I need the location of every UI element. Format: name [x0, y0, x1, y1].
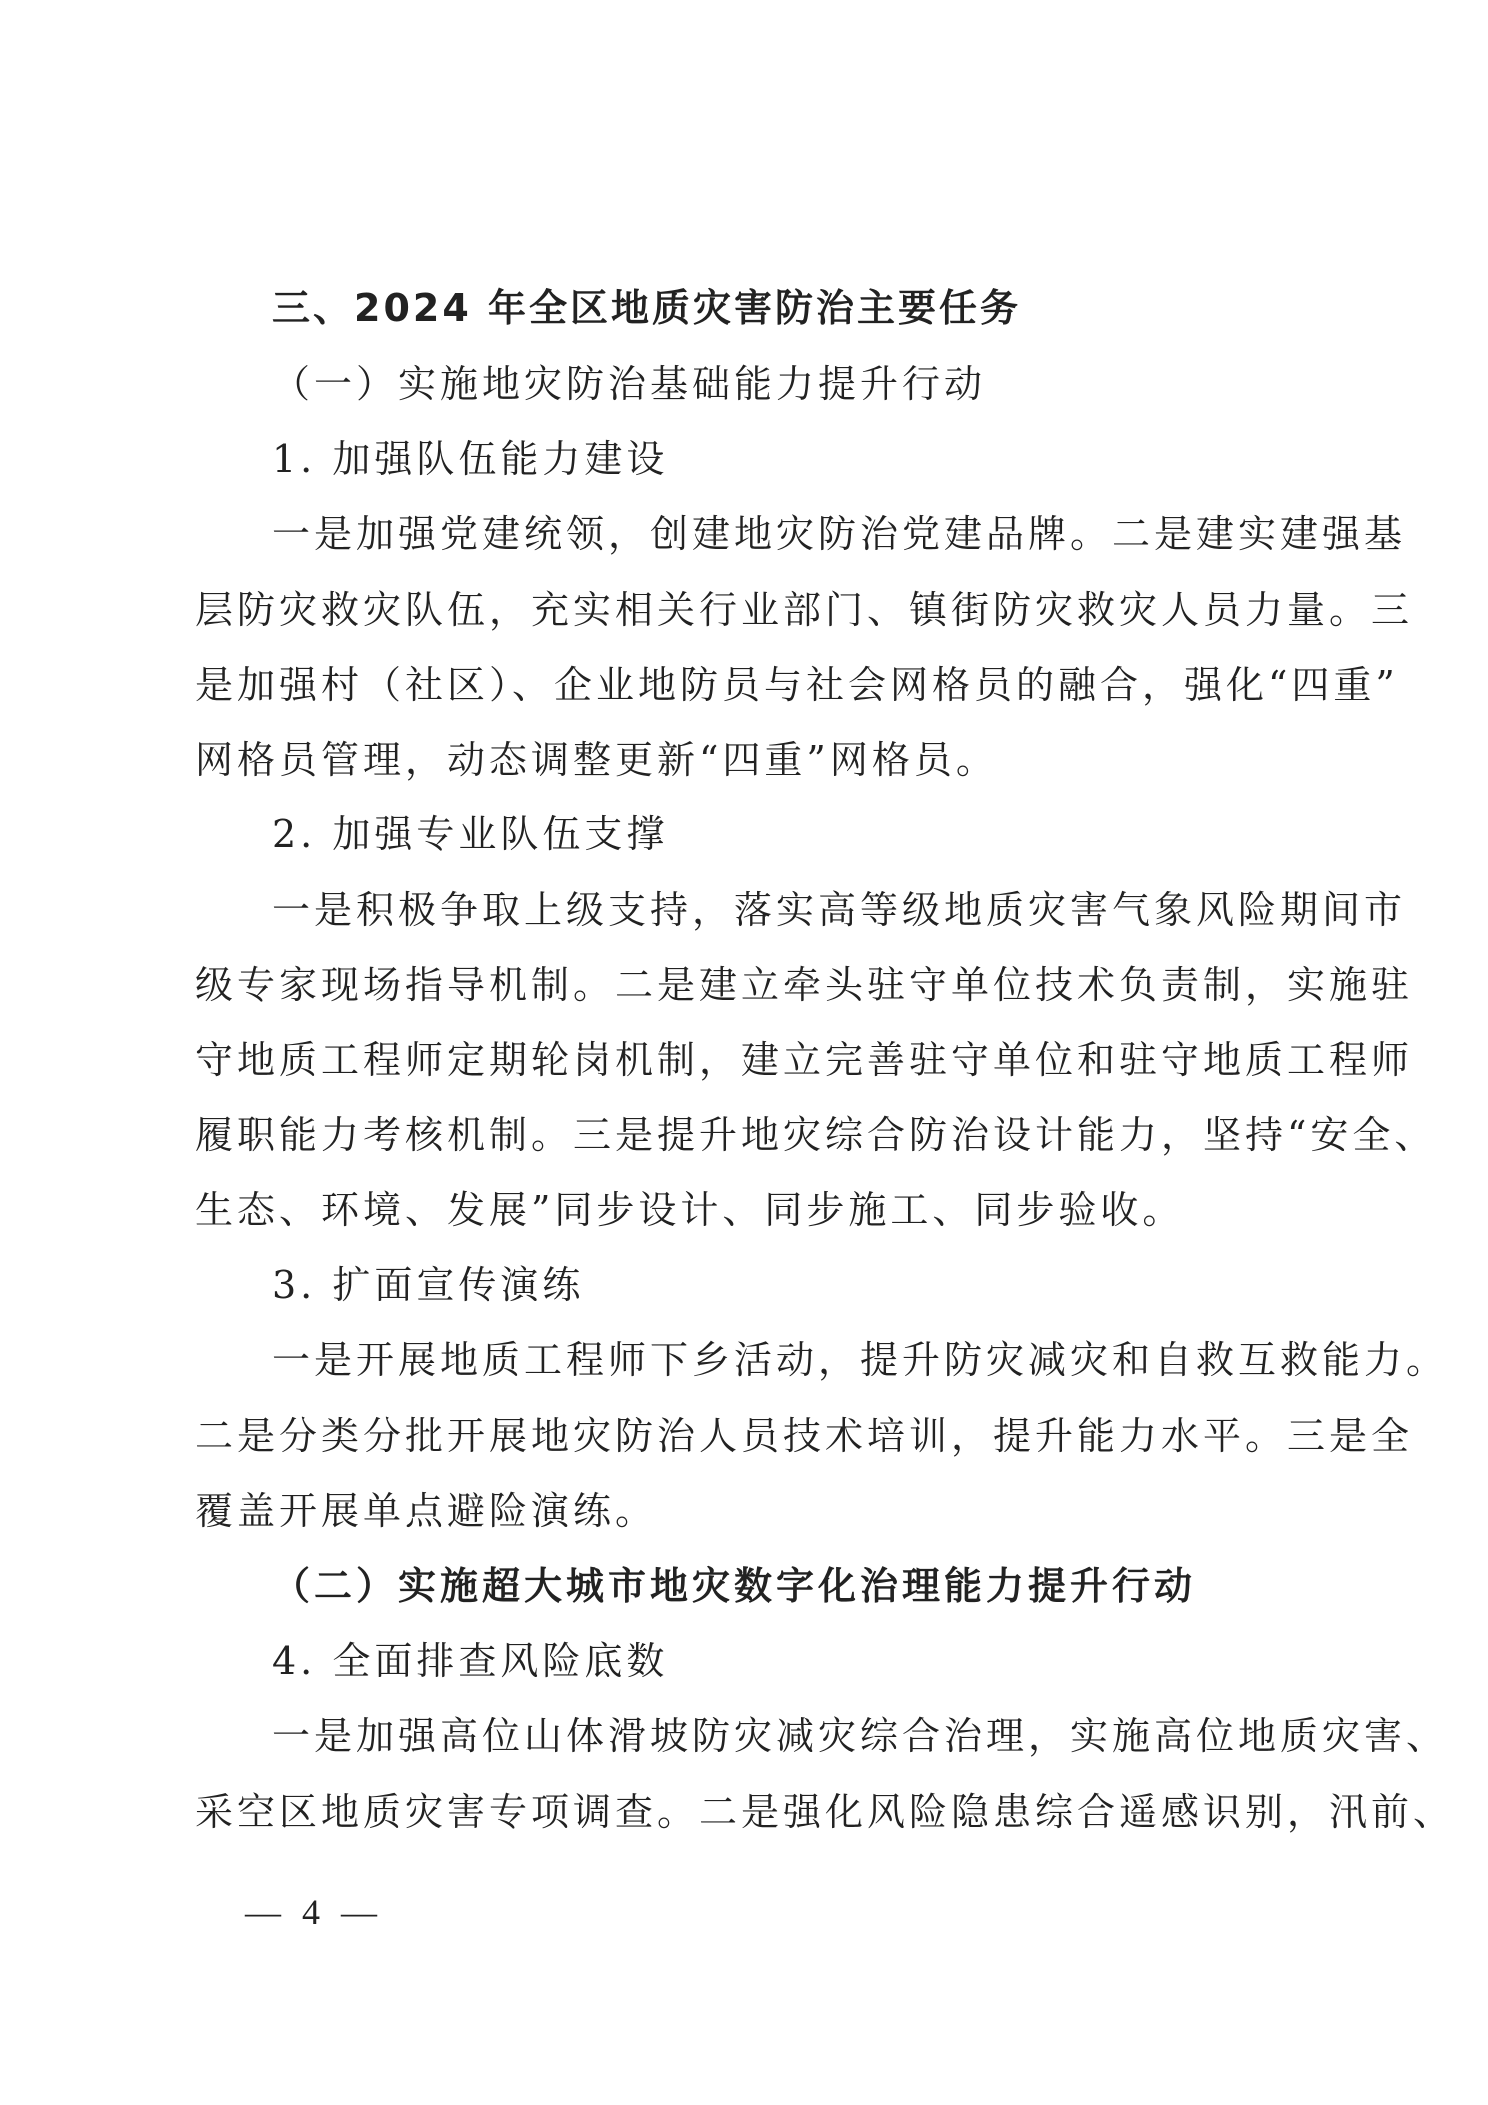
paragraph-1-line: 是加强村（社区）、企业地防员与社会网格员的融合，强化“四重”	[195, 663, 1399, 707]
paragraph-2-line: 一是积极争取上级支持，落实高等级地质灾害气象风险期间市	[272, 888, 1407, 932]
item-heading-4: 4. 全面排查风险底数	[272, 1639, 669, 1683]
paragraph-1-line: 网格员管理，动态调整更新“四重”网格员。	[195, 738, 998, 782]
paragraph-1-line: 一是加强党建统领，创建地灾防治党建品牌。二是建实建强基	[272, 512, 1407, 556]
paragraph-2-line: 守地质工程师定期轮岗机制，建立完善驻守单位和驻守地质工程师	[195, 1038, 1414, 1082]
item-heading-3: 3. 扩面宣传演练	[272, 1263, 585, 1307]
paragraph-2-line: 生态、环境、发展”同步设计、同步施工、同步验收。	[195, 1188, 1185, 1232]
item-heading-1: 1. 加强队伍能力建设	[272, 437, 669, 481]
paragraph-1-line: 层防灾救灾队伍，充实相关行业部门、镇街防灾救灾人员力量。三	[195, 588, 1414, 632]
paragraph-3-line: 一是开展地质工程师下乡活动，提升防灾减灾和自救互救能力。	[272, 1338, 1449, 1382]
subsection-heading-2: （二）实施超大城市地灾数字化治理能力提升行动	[272, 1563, 1197, 1608]
section-title: 三、2024 年全区地质灾害防治主要任务	[272, 286, 1021, 330]
paragraph-3-line: 二是分类分批开展地灾防治人员技术培训，提升能力水平。三是全	[195, 1414, 1414, 1458]
paragraph-3-line: 覆盖开展单点避险演练。	[195, 1489, 658, 1533]
page-number: — 4 —	[245, 1892, 383, 1932]
paragraph-2-line: 履职能力考核机制。三是提升地灾综合防治设计能力，坚持“安全、	[195, 1113, 1437, 1157]
item-heading-2: 2. 加强专业队伍支撑	[272, 812, 669, 856]
subsection-heading-1: （一）实施地灾防治基础能力提升行动	[272, 362, 987, 406]
paragraph-2-line: 级专家现场指导机制。二是建立牵头驻守单位技术负责制，实施驻	[195, 963, 1414, 1007]
paragraph-4-line: 采空区地质灾害专项调查。二是强化风险隐患综合遥感识别，汛前、	[195, 1790, 1456, 1834]
paragraph-4-line: 一是加强高位山体滑坡防灾减灾综合治理，实施高位地质灾害、	[272, 1714, 1449, 1758]
